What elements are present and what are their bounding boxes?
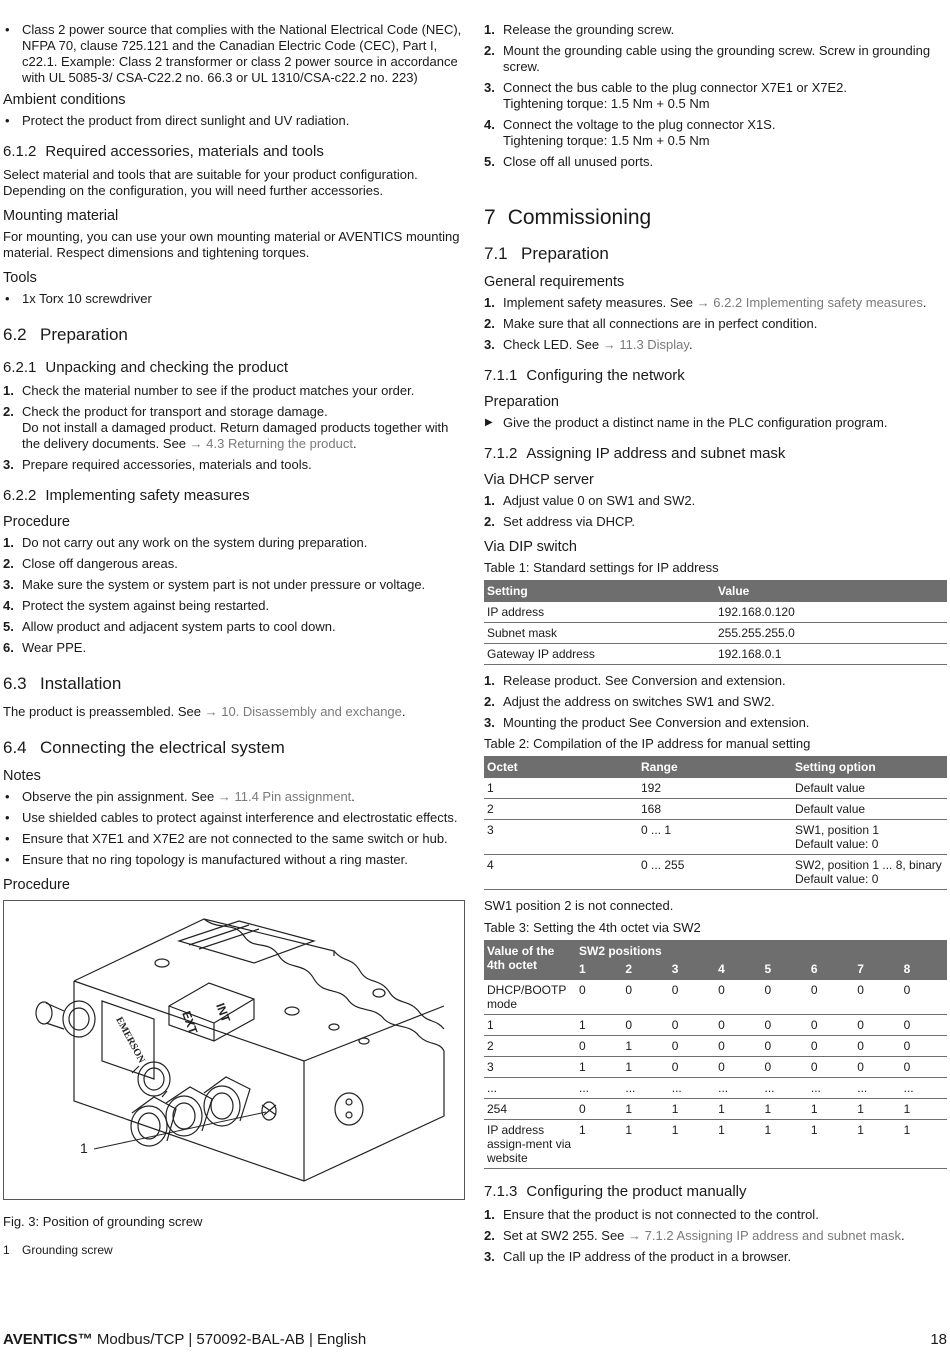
left-column [3,18,463,1260]
table-cell: 0 [901,1015,947,1036]
table-row: Subnet mask 255.255.255.0 [484,623,947,644]
table-caption: Table 1: Standard settings for IP address [484,560,719,575]
table-cell: 2 [484,1036,576,1057]
procedure-heading: Procedure [3,877,70,893]
figure-legend: 1 Grounding screw [3,1243,113,1257]
ip-default-table [484,580,947,665]
table-cell: 0 [854,1015,900,1036]
list-item: • Ensure that no ring topology is manufactured without a ring master. [3,852,463,868]
table-header: 2 [622,958,668,980]
table-row: 3 0 ... 1 SW1, position 1 Default value: 0 [484,820,947,855]
unpacking-steps [3,383,463,473]
table-cell: 0 [715,1036,761,1057]
procedure-heading: Procedure [3,514,70,530]
xref-link[interactable]: → 11.3 Display [602,337,689,352]
table-header: Value of the 4th octet [484,940,576,980]
table-cell: 0 [669,1015,715,1036]
section-heading-6-3: 6.3 Installation [3,674,122,693]
table-cell: 1 [762,1120,808,1169]
table-row [484,980,947,1015]
xref-link[interactable]: → 4.3 Returning the product [189,436,353,451]
table-header: Octet [484,756,638,778]
list-item: 2. Mount the grounding cable using the grounding screw. Screw in grounding screw. [484,43,931,74]
table-row [484,1120,947,1169]
list-item: 2. Check the product for transport and storage damage. Do not install a damaged product. Return damaged products together with the delivery documents. See → 4.3 Returning the product. [3,404,449,451]
table-cell: 1 [576,1015,622,1036]
table-row: 4 0 ... 255 SW2, position 1 ... 8, binary Default value: 0 [484,855,947,890]
table-cell: 0 [715,1057,761,1078]
xref-link[interactable]: → 7.1.2 Assigning IP address and subnet mask [628,1228,901,1243]
table-cell: 0 [808,1057,854,1078]
xref-link[interactable]: → 11.4 Pin assignment [217,789,352,804]
table-cell: ... [808,1078,854,1099]
paragraph: The product is preassembled. See → 10. Disassembly and exchange. [3,704,406,719]
callout-number: 1 [80,1140,88,1156]
table-cell: 0 [901,1036,947,1057]
tools-heading: Tools [3,270,37,286]
xref-link[interactable]: → 10. Disassembly and exchange [204,704,402,719]
table-cell: 0 [901,980,947,1015]
table-header: 8 [901,958,947,980]
table-row: 1 192 Default value [484,778,947,799]
list-item: • Class 2 power source that complies with the National Electrical Code (NEC), NFPA 70, clause 725.121 and the Canadian Electric Code (CEC), Part I, c22.1. Example: Class 2 transformer or class 2 power source in accordance with UL 5085-3/ CSA-C22.2 no. 66.3 or UL 1310/CSA-c22.2 no. 223) [3,22,463,86]
section-heading-7-1-3: 7.1.3 Configuring the product manually [484,1183,747,1200]
list-item: • Observe the pin assignment. See → 11.4 Pin assignment. [3,789,463,805]
list-item: 4. Connect the voltage to the plug connector X1S. Tightening torque: 1.5 Nm + 0.5 Nm [484,117,776,148]
action-list [484,415,947,431]
dhcp-steps [484,493,947,530]
list-item: 1. Do not carry out any work on the system during preparation. [3,535,368,550]
list-item: ▶ Give the product a distinct name in the PLC configuration program. [484,415,947,431]
octet-sw2-table [484,940,947,1169]
general-requirements-heading: General requirements [484,274,625,290]
chapter-heading-7: 7 Commissioning [484,206,652,229]
table-header: SW2 positions [576,940,947,958]
table-row [484,1099,947,1120]
section-heading-6-4: 6.4 Connecting the electrical system [3,738,285,757]
section-heading-7-1-1: 7.1.1 Configuring the network [484,367,685,384]
table-cell: 1 [669,1099,715,1120]
list-item: 2. Close off dangerous areas. [3,556,178,571]
table-cell: 1 [715,1099,761,1120]
table-header: Setting option [792,756,947,778]
xref-link[interactable]: → 6.2.2 Implementing safety measures [696,295,923,310]
table-cell: 1 [808,1120,854,1169]
table-cell: ... [762,1078,808,1099]
section-heading-6-2: 6.2 Preparation [3,325,128,344]
table-cell: 0 [715,1015,761,1036]
power-source-list [3,22,463,86]
list-item: 1. Release the grounding screw. [484,22,675,37]
table-header: Range [638,756,792,778]
table-cell: 0 [854,1036,900,1057]
list-item: 3. Check LED. See → 11.3 Display. [484,337,693,352]
table-row: IP address 192.168.0.120 [484,602,947,623]
tools-list [3,291,463,307]
document-info: Modbus/TCP | 570092-BAL-AB | English [92,1331,367,1348]
table-row [484,1057,947,1078]
table-header: 6 [808,958,854,980]
table-row [484,1015,947,1036]
section-heading-6-2-2: 6.2.2 Implementing safety measures [3,487,250,504]
table-cell: ... [622,1078,668,1099]
table-row: Gateway IP address 192.168.0.1 [484,644,947,665]
dip-heading: Via DIP switch [484,539,577,555]
table-cell: 1 [715,1120,761,1169]
dip-steps [484,673,947,731]
table-cell: 0 [854,1057,900,1078]
table-cell: 0 [854,980,900,1015]
paragraph: For mounting, you can use your own mounting material or AVENTICS mounting material. Respect dimensions and tightening torques. [3,229,460,260]
brand-name: AVENTICS™ [3,1331,93,1348]
section-heading-7-1-2: 7.1.2 Assigning IP address and subnet mask [484,445,786,462]
table-row [484,1036,947,1057]
list-item: 3. Make sure the system or system part is not under pressure or voltage. [3,577,426,592]
table-cell: 0 [576,1099,622,1120]
list-item: • Ensure that X7E1 and X7E2 are not connected to the same switch or hub. [3,831,463,847]
table-cell: 0 [808,980,854,1015]
paragraph: Select material and tools that are suitable for your product configuration. Depending on the configuration, you will need further accessories. [3,167,418,198]
table-cell: 0 [669,1036,715,1057]
table-cell: 0 [622,980,668,1015]
table-cell: 254 [484,1099,576,1120]
list-item: 1. Implement safety measures. See → 6.2.2 Implementing safety measures. [484,295,927,310]
ext-label: EXT [179,1009,201,1036]
table-cell: 1 [622,1120,668,1169]
grounding-screw-figure [3,900,465,1200]
section-heading-7-1: 7.1 Preparation [484,244,609,263]
table-cell: 0 [808,1036,854,1057]
list-item: 4. Protect the system against being restarted. [3,598,270,613]
table-header: 4 [715,958,761,980]
list-item: 3. Prepare required accessories, materials and tools. [3,457,312,472]
table-cell: 1 [901,1120,947,1169]
table-cell: 0 [901,1057,947,1078]
table-cell: 0 [762,980,808,1015]
list-item: 1. Release product. See Conversion and extension. [484,673,786,688]
table-cell: 0 [622,1015,668,1036]
table-row: 2 168 Default value [484,799,947,820]
list-item: 5. Allow product and adjacent system parts to cool down. [3,619,336,634]
table-cell: 1 [854,1099,900,1120]
list-item: 3. Call up the IP address of the product in a browser. [484,1249,792,1264]
ambient-heading: Ambient conditions [3,92,126,108]
ambient-list [3,113,463,129]
table-cell: 0 [762,1036,808,1057]
table-cell: 1 [622,1036,668,1057]
list-item: 2. Set address via DHCP. [484,514,635,529]
table-header: 3 [669,958,715,980]
list-item: 2. Adjust the address on switches SW1 and SW2. [484,694,775,709]
table-cell: 0 [576,980,622,1015]
table-cell: 1 [808,1099,854,1120]
table-cell: 0 [576,1036,622,1057]
table-cell: 1 [484,1015,576,1036]
table-cell: 0 [715,980,761,1015]
table-header: 7 [854,958,900,980]
table-cell: ... [669,1078,715,1099]
table-cell: 3 [484,1057,576,1078]
int-label: INT [213,1001,233,1025]
dhcp-heading: Via DHCP server [484,472,594,488]
table-caption: Table 2: Compilation of the IP address for manual setting [484,736,811,751]
table-cell: 0 [808,1015,854,1036]
table-header: 1 [576,958,622,980]
table-cell: 1 [622,1057,668,1078]
list-item: • Use shielded cables to protect against interference and electrostatic effects. [3,810,463,826]
ip-manual-table [484,756,947,890]
table-cell: 1 [762,1099,808,1120]
mounting-heading: Mounting material [3,208,119,224]
section-heading-6-1-2: 6.1.2 Required accessories, materials and tools [3,143,324,160]
table-header: Setting [484,580,715,602]
table-cell: 0 [762,1057,808,1078]
table-cell: 1 [622,1099,668,1120]
list-item: 1. Adjust value 0 on SW1 and SW2. [484,493,696,508]
list-item: 1. Ensure that the product is not connected to the control. [484,1207,819,1222]
list-item: 3. Connect the bus cable to the plug connector X7E1 or X7E2. Tightening torque: 1.5 Nm + 0.5 Nm [484,80,848,111]
table-caption: Table 3: Setting the 4th octet via SW2 [484,920,701,935]
list-item: • 1x Torx 10 screwdriver [3,291,463,307]
table-cell: DHCP/BOOTP mode [484,980,576,1015]
safety-steps [3,535,463,656]
right-column [484,18,947,1270]
manual-config-steps [484,1207,947,1265]
table-cell: ... [901,1078,947,1099]
page-footer [3,1332,947,1348]
table-cell: IP address assign-ment via website [484,1120,576,1169]
notes-list [3,789,463,868]
table-cell: ... [484,1078,576,1099]
list-item: 5. Close off all unused ports. [484,154,654,169]
list-item: 2. Make sure that all connections are in perfect condition. [484,316,818,331]
notes-heading: Notes [3,768,41,784]
device-illustration [4,901,464,1199]
preparation-heading: Preparation [484,394,559,410]
table-cell: ... [715,1078,761,1099]
table-row [484,1078,947,1099]
table-header: 5 [762,958,808,980]
list-item: 6. Wear PPE. [3,640,87,655]
table-cell: ... [854,1078,900,1099]
table-cell: 1 [901,1099,947,1120]
list-item: 3. Mounting the product See Conversion and extension. [484,715,810,730]
grounding-steps [484,22,947,170]
table-cell: 1 [576,1057,622,1078]
table-header: Value [715,580,947,602]
table-cell: 0 [762,1015,808,1036]
table-cell: 1 [854,1120,900,1169]
page-number: 18 [930,1331,947,1348]
table-cell: 0 [669,980,715,1015]
list-item: 2. Set at SW2 255. See → 7.1.2 Assigning IP address and subnet mask. [484,1228,905,1243]
table-cell: 1 [576,1120,622,1169]
preparation-steps [484,295,947,353]
emerson-logo-text: EMERSON [113,1015,147,1066]
list-item: 1. Check the material number to see if the product matches your order. [3,383,415,398]
list-item: • Protect the product from direct sunlight and UV radiation. [3,113,463,129]
sw1-note: SW1 position 2 is not connected. [484,898,674,913]
section-heading-6-2-1: 6.2.1 Unpacking and checking the product [3,359,289,376]
figure-caption: Fig. 3: Position of grounding screw [3,1214,203,1229]
table-cell: 0 [669,1057,715,1078]
table-cell: 1 [669,1120,715,1169]
table-cell: ... [576,1078,622,1099]
